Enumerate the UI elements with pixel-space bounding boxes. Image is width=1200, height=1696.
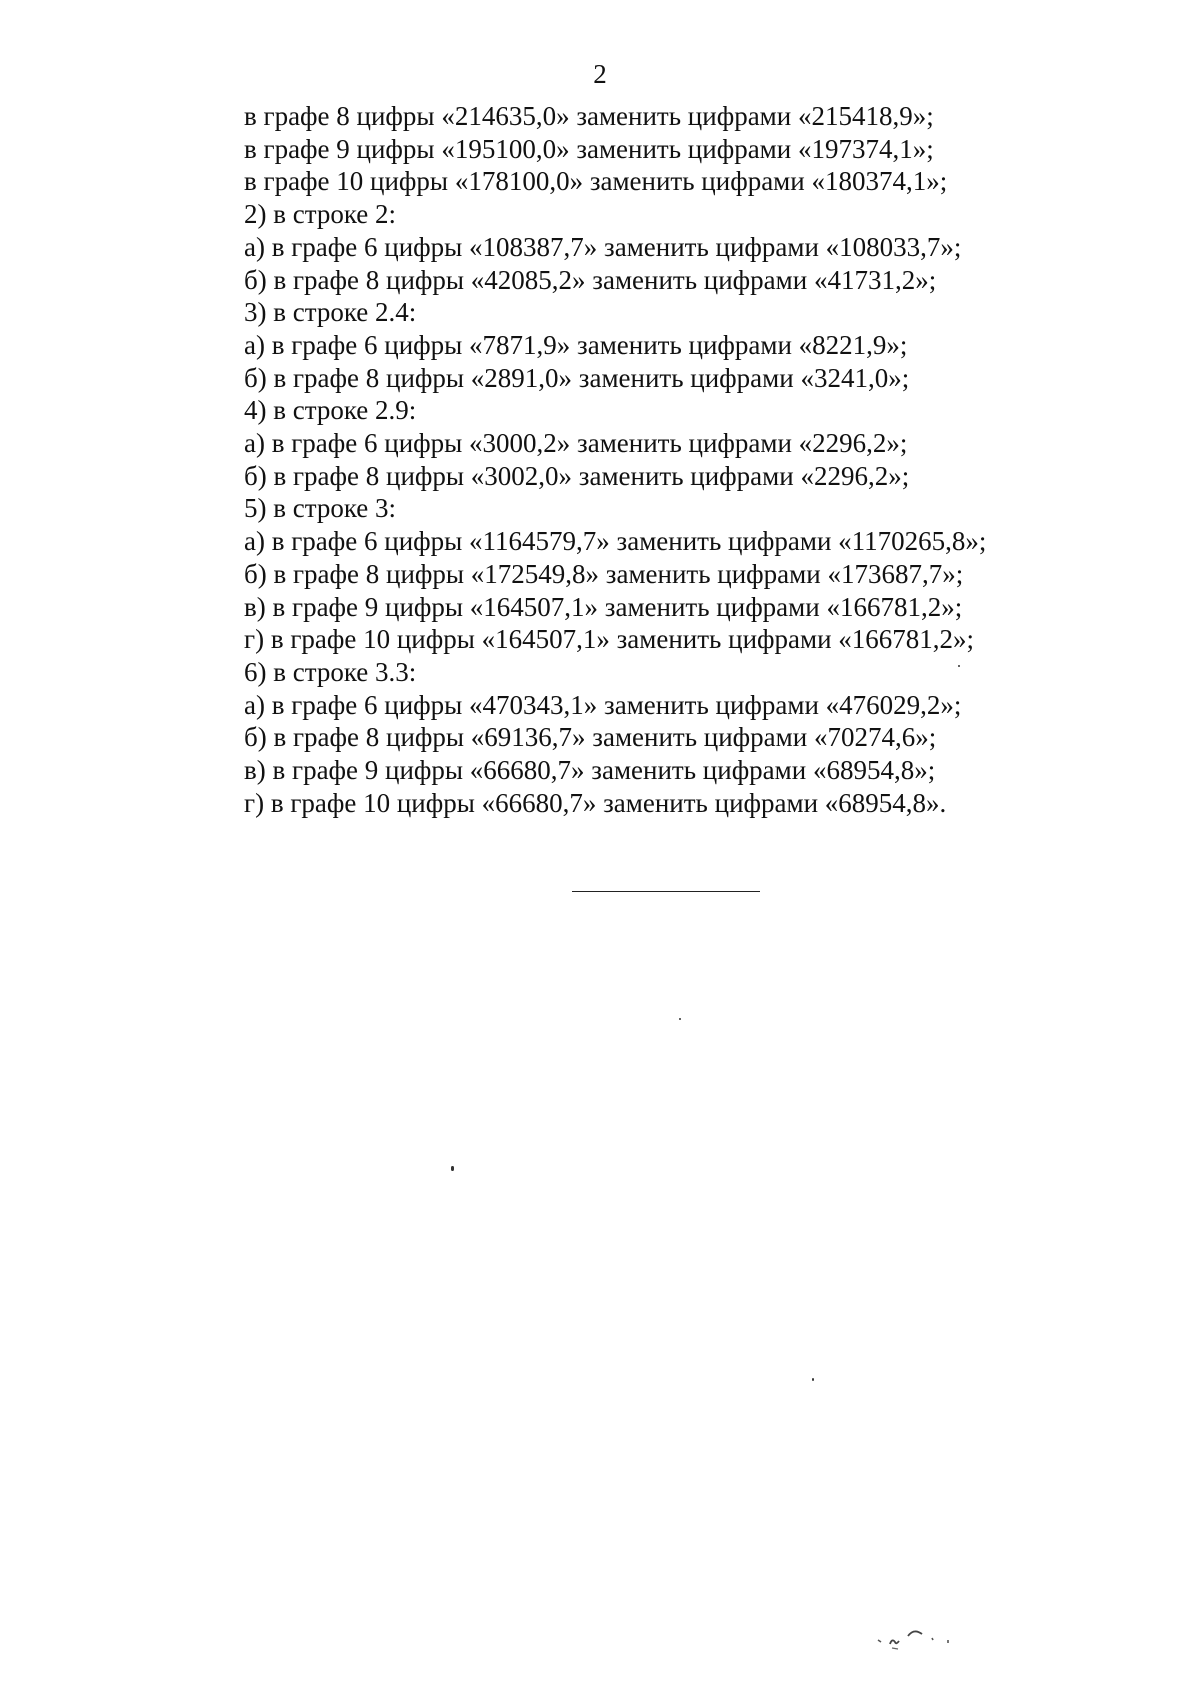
amendment-line: б) в графе 8 цифры «172549,8» заменить цифрами «173687,7»; xyxy=(244,558,964,589)
amendment-line: а) в графе 6 цифры «3000,2» заменить цифрами «2296,2»; xyxy=(244,428,908,459)
scan-speck xyxy=(812,1378,814,1381)
amendment-line: а) в графе 6 цифры «1164579,7» заменить цифрами «1170265,8»; xyxy=(244,526,987,557)
amendment-line: г) в графе 10 цифры «164507,1» заменить цифрами «166781,2»; xyxy=(244,624,975,655)
scan-speck xyxy=(451,1166,454,1171)
section-heading: 4) в строке 2.9: xyxy=(244,395,417,426)
amendment-line: а) в графе 6 цифры «7871,9» заменить цифрами «8221,9»; xyxy=(244,329,908,360)
scan-speck xyxy=(679,1018,681,1020)
amendment-line: а) в графе 6 цифры «108387,7» заменить цифрами «108033,7»; xyxy=(244,231,962,262)
scan-speck xyxy=(958,665,960,667)
amendment-line: в) в графе 9 цифры «66680,7» заменить цифрами «68954,8»; xyxy=(244,755,936,786)
amendment-line: г) в графе 10 цифры «66680,7» заменить цифрами «68954,8». xyxy=(244,787,947,818)
scan-artifact-mark xyxy=(872,1618,972,1658)
section-heading: 5) в строке 3: xyxy=(244,493,397,524)
amendment-line: б) в графе 8 цифры «69136,7» заменить цифрами «70274,6»; xyxy=(244,722,937,753)
section-heading: 2) в строке 2: xyxy=(244,199,397,230)
amendment-line: а) в графе 6 цифры «470343,1» заменить цифрами «476029,2»; xyxy=(244,689,962,720)
section-heading: 3) в строке 2.4: xyxy=(244,297,417,328)
amendment-list xyxy=(244,100,1144,819)
section-heading: 6) в строке 3.3: xyxy=(244,656,417,687)
amendment-line: в графе 9 цифры «195100,0» заменить цифрами «197374,1»; xyxy=(244,133,934,164)
amendment-line: б) в графе 8 цифры «2891,0» заменить цифрами «3241,0»; xyxy=(244,362,910,393)
end-of-text-rule xyxy=(572,891,760,892)
page-number: 2 xyxy=(593,59,607,89)
amendment-line: в графе 10 цифры «178100,0» заменить цифрами «180374,1»; xyxy=(244,166,948,197)
amendment-line: в графе 8 цифры «214635,0» заменить цифрами «215418,9»; xyxy=(244,101,934,131)
amendment-line: в) в графе 9 цифры «164507,1» заменить цифрами «166781,2»; xyxy=(244,591,963,622)
amendment-line: б) в графе 8 цифры «42085,2» заменить цифрами «41731,2»; xyxy=(244,264,937,295)
amendment-line: б) в графе 8 цифры «3002,0» заменить цифрами «2296,2»; xyxy=(244,460,910,491)
